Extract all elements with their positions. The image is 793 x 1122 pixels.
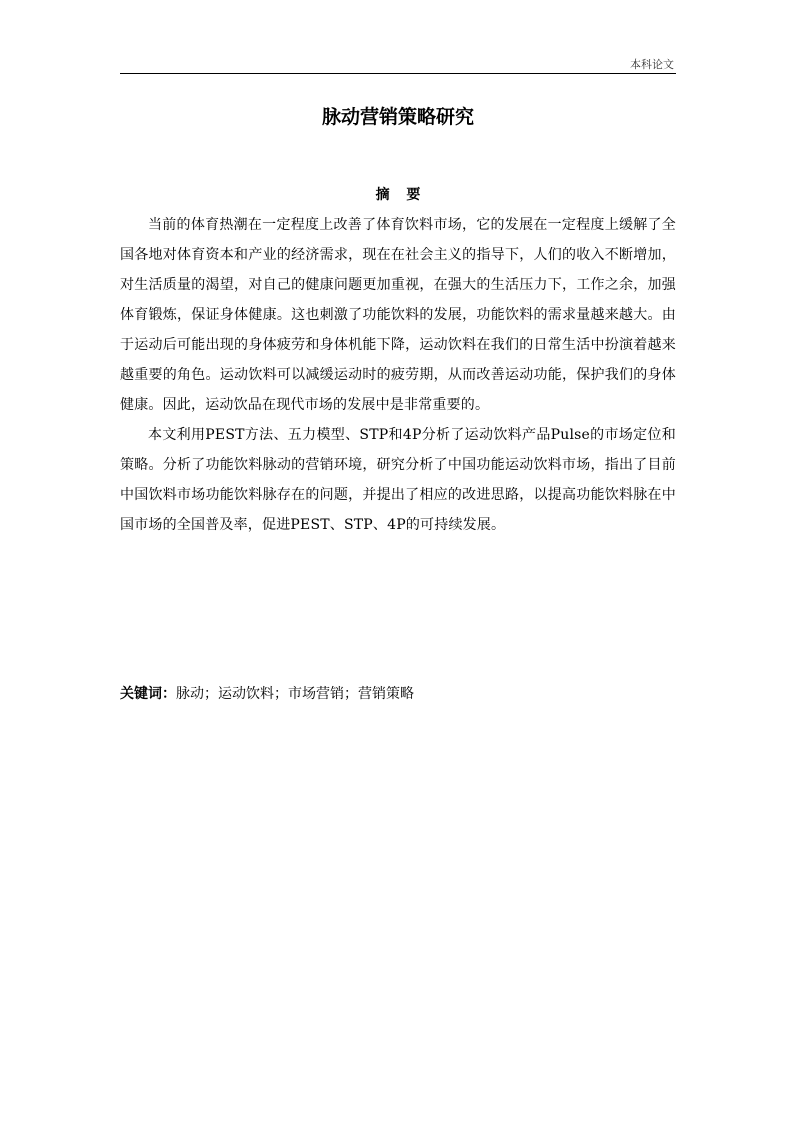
abstract-body: [120, 210, 676, 540]
header-divider: [120, 73, 676, 74]
abstract-paragraph-2: 本文利用PEST方法、五力模型、STP和4P分析了运动饮料产品Pulse的市场定位和策略。分析了功能饮料脉动的营销环境，研究分析了中国功能运动饮料市场，指出了目前中国饮料市场功能饮料脉存在的问题，并提出了相应的改进思路，以提高功能饮料脉在中国市场的全国普及率，促进PEST、STP、4P的可持续发展。: [120, 427, 676, 533]
abstract-heading: 摘 要: [375, 187, 427, 203]
keywords-line: [120, 682, 676, 706]
keywords-text: 脉动；运动饮料；市场营销；营销策略: [176, 686, 414, 702]
page-title: 脉动营销策略研究: [321, 106, 474, 128]
abstract-paragraph-1: 当前的体育热潮在一定程度上改善了体育饮料市场，它的发展在一定程度上缓解了全国各地对体育资本和产业的经济需求，现在在社会主义的指导下，人们的收入不断增加，对生活质量的渴望，对自己的健康问题更加重视，在强大的生活压力下，工作之余，加强体育锻炼，保证身体健康。这也刺激了功能饮料的发展，功能饮料的需求量越来越大。由于运动后可能出现的身体疲劳和身体机能下降，运动饮料在我们的日常生活中扮演着越来越重要的角色。运动饮料可以减缓运动时的疲劳期，从而改善运动功能，保护我们的身体健康。因此，运动饮品在现代市场的发展中是非常重要的。: [120, 217, 676, 413]
keywords-label: 关键词：: [120, 686, 176, 702]
header-label: 本科论文: [630, 58, 674, 71]
